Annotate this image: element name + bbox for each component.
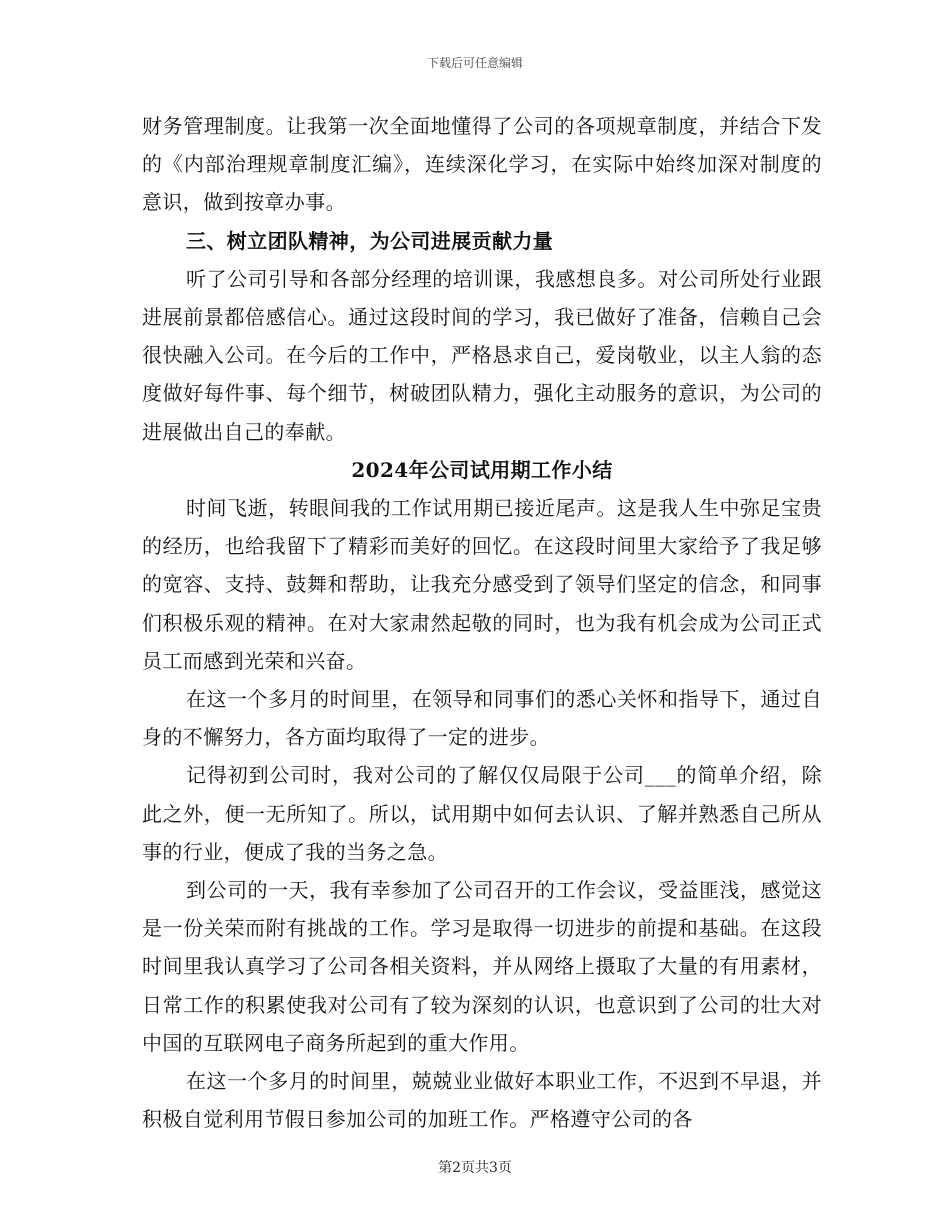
paragraph: 在这一个多月的时间里，在领导和同事们的悉心关怀和指导下，通过自身的不懈努力，各方面均取得了一定的进步。 (142, 687, 822, 750)
page-header: 下载后可任意编辑 (426, 56, 523, 70)
paragraph: 听了公司引导和各部分经理的培训课，我感想良多。对公司所处行业跟进展前景都倍感信心。通过这段时间的学习，我已做好了准备，信赖自己会很快融入公司。在今后的工作中，严格恳求自己，爱岗敬业，以主人翁的态度做好每件事、每个细节，树破团队精力，强化主动服务的意识，为公司的进展做出自己的奉献。 (142, 266, 822, 444)
paragraph: 在这一个多月的时间里，兢兢业业做好本职业工作，不迟到不早退，并积极自觉利用节假日参加公司的加班工作。严格遵守公司的各 (142, 1069, 822, 1132)
document-body (142, 107, 822, 1138)
paragraph-continuation: 财务管理制度。让我第一次全面地懂得了公司的各项规章制度，并结合下发的《内部治理规章制度汇编》，连续深化学习，在实际中始终加深对制度的意识，做到按章办事。 (142, 114, 822, 215)
paragraph: 时间飞逝，转眼间我的工作试用期已接近尾声。这是我人生中弥足宝贵的经历，也给我留下了精彩而美好的回忆。在这段时间里大家给予了我足够的宽容、支持、鼓舞和帮助，让我充分感受到了领导们坚定的信念，和同事们积极乐观的精神。在对大家肃然起敬的同时，也为我有机会成为公司正式员工而感到光荣和兴奋。 (142, 496, 822, 673)
document-title: 2024年公司试用期工作小结 (351, 457, 613, 482)
paragraph: 到公司的一天，我有幸参加了公司召开的工作会议，受益匪浅，感觉这是一份关荣而附有挑战的工作。学习是取得一切进步的前提和基础。在这段时间里我认真学习了公司各相关资料，并从网络上摄取了大量的有用素材，日常工作的积累使我对公司有了较为深刻的认识，也意识到了公司的壮大对中国的互联网电子商务所起到的重大作用。 (142, 878, 822, 1055)
paragraph: 记得初到公司时，我对公司的了解仅仅局限于公司___的简单介绍，除此之外，便一无所知了。所以，试用期中如何去认识、了解并熟悉自己所从事的行业，便成了我的当务之急。 (142, 763, 822, 864)
page-footer: 第2页共3页 (438, 1160, 512, 1176)
section-heading: 三、树立团队精神，为公司进展贡献力量 (186, 228, 554, 253)
